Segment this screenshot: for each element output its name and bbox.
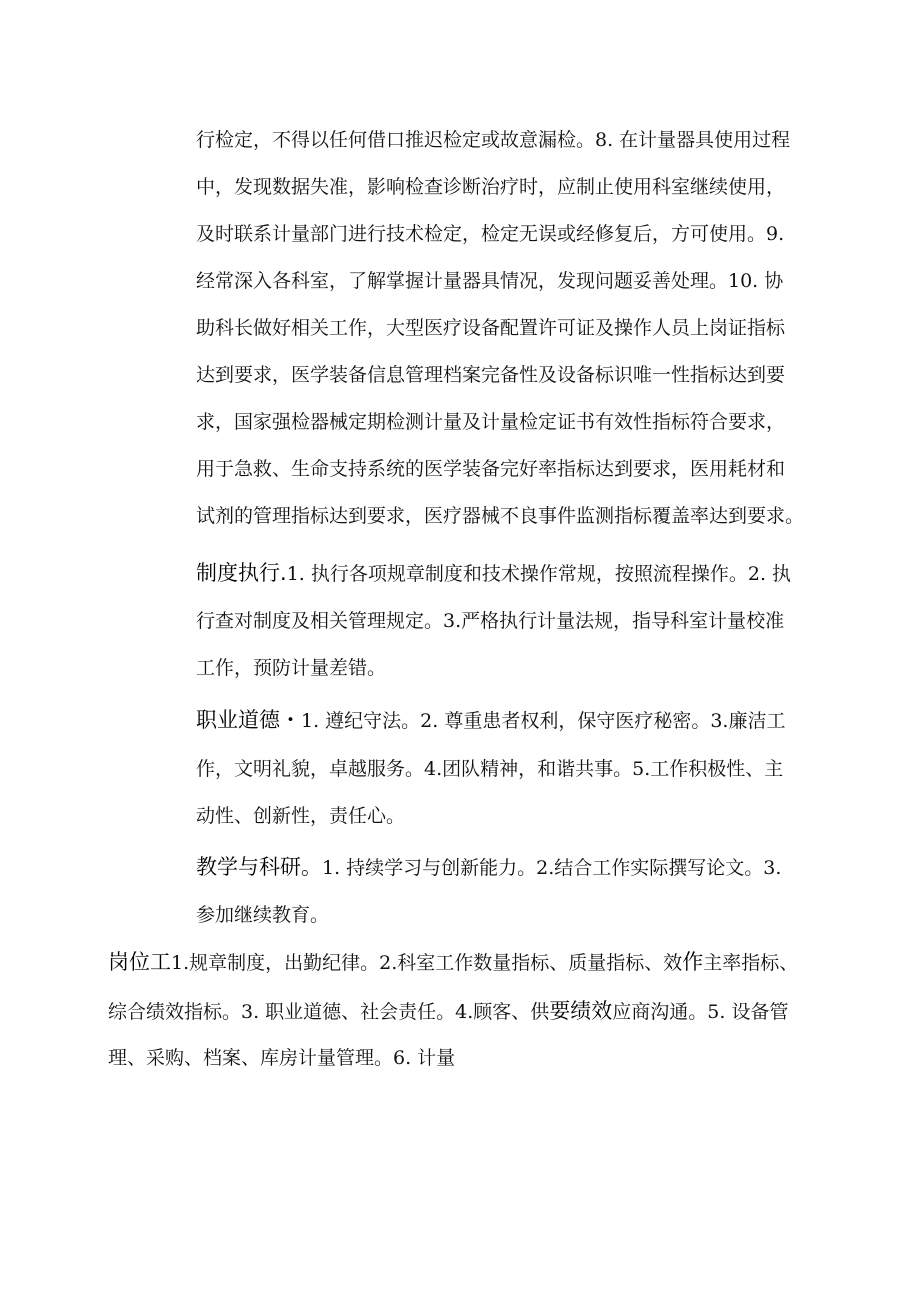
kpi-line-1: [108, 950, 798, 975]
kpi-text-2b: 应商沟通。5. 设备管: [612, 1001, 789, 1023]
para1-line-2: 中，发现数据失准，影响检查诊断治疗时，应制止使用科室继续使用，: [196, 176, 786, 198]
kpi-text-2a: 综合绩效指标。3. 职业道德、社会责任。4.顾客、供: [108, 1001, 550, 1023]
system-line-2: 行查对制度及相关管理规定。3.严格执行计量法规，指导科室计量校准: [196, 610, 785, 632]
para1-line-1: 行检定，不得以任何借口推迟检定或故意漏检。8. 在计量器具使用过程: [196, 129, 791, 151]
teaching-line-1: [196, 855, 781, 880]
teaching-text-1: 1. 持续学习与创新能力。2.结合工作实际撰写论文。3.: [322, 857, 782, 879]
teaching-heading: 教学与科研。: [196, 855, 322, 879]
ethics-line-1: [196, 708, 785, 733]
ethics-line-3: 动性、创新性，责任心。: [196, 805, 406, 827]
para1-line-6: 达到要求，医学装备信息管理档案完备性及设备标识唯一性指标达到要: [196, 364, 786, 386]
system-heading: 制度执行.: [196, 561, 287, 585]
para1-line-8: 用于急救、生命支持系统的医学装备完好率指标达到要求，医用耗材和: [196, 458, 786, 480]
kpi-heading-part-c: 要绩效: [549, 999, 613, 1023]
system-text-1: 1. 执行各项规章制度和技术操作常规，按照流程操作。2. 执: [286, 563, 792, 585]
ethics-text-1: 1. 遵纪守法。2. 尊重患者权利，保守医疗秘密。3.廉洁工: [301, 710, 786, 732]
kpi-line-2: [108, 999, 788, 1024]
kpi-line-3: 理、采购、档案、库房计量管理。6. 计量: [108, 1047, 456, 1069]
para1-line-5: 助科长做好相关工作，大型医疗设备配置许可证及操作人员上岗证指标: [196, 317, 786, 339]
kpi-heading-part-b: 作: [682, 950, 704, 974]
kpi-text-1b: 主率指标、: [703, 952, 799, 974]
para1-line-4: 经常深入各科室，了解掌握计量器具情况，发现问题妥善处理。10. 协: [196, 270, 784, 292]
para1-line-3: 及时联系计量部门进行技术检定，检定无误或经修复后，方可使用。9.: [196, 223, 785, 245]
kpi-heading-part-a: 岗位工: [108, 950, 171, 974]
ethics-line-2: 作，文明礼貌，卓越服务。4.团队精神，和谐共事。5.工作积极性、主: [196, 758, 784, 780]
para1-line-9: 试剂的管理指标达到要求，医疗器械不良事件监测指标覆盖率达到要求。: [196, 505, 805, 527]
system-line-3: 工作，预防计量差错。: [196, 657, 387, 679]
para1-line-7: 求，国家强检器械定期检测计量及计量检定证书有效性指标符合要求，: [196, 411, 786, 433]
teaching-line-2: 参加继续教育。: [196, 904, 330, 926]
ethics-heading: 职业道德・: [196, 708, 301, 732]
system-line-1: [196, 561, 791, 586]
kpi-text-1a: 1.规章制度，出勤纪律。2.科室工作数量指标、质量指标、效: [171, 952, 683, 974]
